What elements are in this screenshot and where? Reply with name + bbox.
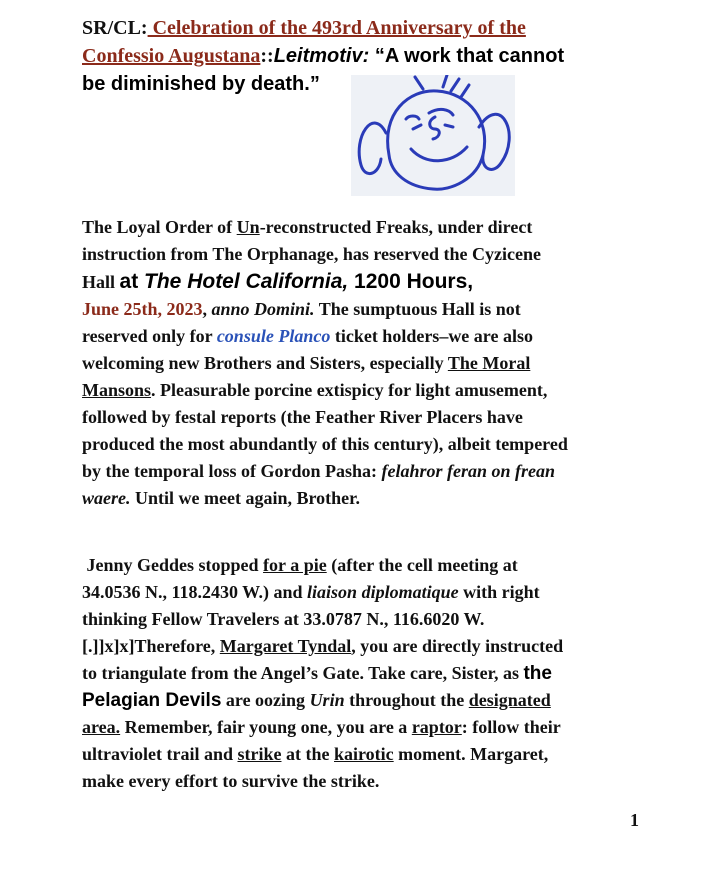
para1-text: welcoming new Brothers and Sisters, especially bbox=[82, 353, 448, 373]
para2-text: are oozing bbox=[221, 690, 310, 710]
paragraph-2 bbox=[82, 552, 642, 795]
para2-text-underlined: raptor bbox=[411, 717, 462, 737]
para2-line bbox=[82, 579, 642, 606]
event-date: June 25th, 2023 bbox=[82, 299, 203, 319]
hotel-name: The Hotel California, bbox=[144, 270, 349, 293]
para2-text: thinking Fellow Travelers at 33.0787 N., 116.6020 W. bbox=[82, 609, 485, 629]
para2-text: (after the cell meeting at bbox=[326, 555, 518, 575]
para2-text-underlined: kairotic bbox=[334, 744, 394, 764]
para1-line bbox=[82, 350, 642, 377]
para1-text: The sumptuous Hall is not bbox=[314, 299, 521, 319]
para1-text-latin: anno Domini. bbox=[211, 299, 315, 319]
para2-text: ultraviolet trail and bbox=[82, 744, 238, 764]
para1-text: , bbox=[202, 299, 212, 319]
header-title-part1: Celebration of the 493rd Anniversary of the bbox=[147, 17, 526, 39]
para2-line bbox=[82, 552, 642, 579]
para2-text-italic: liaison diplomatique bbox=[307, 582, 459, 602]
para1-line bbox=[82, 458, 642, 485]
header-title-part2: Confessio Augustana bbox=[82, 45, 261, 67]
consule-planco-text: consule Planco bbox=[216, 326, 331, 346]
para1-text: reserved only for bbox=[82, 326, 217, 346]
para2-text: Remember, fair young one, you are a bbox=[120, 717, 412, 737]
event-time: 1200 Hours, bbox=[348, 270, 474, 293]
para1-text: instruction from The Orphanage, has reserved the Cyzicene bbox=[82, 244, 541, 264]
para1-line bbox=[82, 214, 642, 241]
para2-text-sans: the bbox=[523, 663, 552, 684]
para2-text-italic: Urin bbox=[309, 690, 345, 710]
page-number: 1 bbox=[630, 810, 639, 830]
para2-line bbox=[82, 606, 642, 633]
leitmotiv-label: Leitmotiv: bbox=[273, 45, 370, 67]
para1-text: The Loyal Order of bbox=[82, 217, 237, 237]
header-prefix: SR/CL: bbox=[82, 17, 148, 39]
moral-mansons-text: The Moral bbox=[447, 353, 531, 373]
para1-text: followed by festal reports (the Feather River Placers have bbox=[82, 407, 523, 427]
para2-line bbox=[82, 687, 642, 714]
para1-line bbox=[82, 296, 642, 323]
para2-line bbox=[82, 741, 642, 768]
para2-text: make every effort to survive the strike. bbox=[82, 771, 380, 791]
para2-text: throughout the bbox=[344, 690, 469, 710]
para2-text: [.]]x]x]Therefore, bbox=[82, 636, 220, 656]
para2-line bbox=[82, 633, 642, 660]
para1-text: Hall bbox=[82, 272, 120, 292]
para1-text: -reconstructed Freaks, under direct bbox=[259, 217, 533, 237]
para1-text: by the temporal loss of Gordon Pasha: bbox=[82, 461, 382, 481]
para2-text: with right bbox=[458, 582, 540, 602]
para2-line bbox=[82, 768, 642, 795]
para2-text: : follow their bbox=[461, 717, 561, 737]
para1-line bbox=[82, 268, 642, 296]
leitmotiv-quote-part1: “A work that cannot bbox=[369, 45, 565, 67]
leitmotiv-quote-part2: be diminished by death.” bbox=[82, 73, 320, 95]
pelagian-devils-text: Pelagian Devils bbox=[82, 690, 222, 711]
para1-text: at bbox=[119, 270, 145, 293]
para1-text: ticket holders–we are also bbox=[330, 326, 533, 346]
para1-text: . Pleasurable porcine extispicy for light amusement, bbox=[151, 380, 548, 400]
para2-text: 34.0536 N., 118.2430 W.) and bbox=[82, 582, 308, 602]
para1-line bbox=[82, 241, 642, 268]
old-english-text: waere. bbox=[82, 488, 131, 508]
para2-text: , you are directly instructed bbox=[351, 636, 564, 656]
para2-text: moment. Margaret, bbox=[393, 744, 549, 764]
para2-text: to triangulate from the Angel’s Gate. Take care, Sister, as bbox=[82, 663, 524, 683]
margaret-tyndal-text: Margaret Tyndal bbox=[219, 636, 352, 656]
para1-line bbox=[82, 323, 642, 350]
para2-text: Jenny Geddes stopped bbox=[82, 555, 264, 575]
para2-text: at the bbox=[281, 744, 334, 764]
moral-mansons-text: Mansons bbox=[82, 380, 152, 400]
header-separator: :: bbox=[260, 45, 274, 67]
para1-line bbox=[82, 404, 642, 431]
para2-line bbox=[82, 660, 642, 687]
para2-text-underlined: strike bbox=[237, 744, 282, 764]
smiley-face-svg bbox=[351, 75, 515, 196]
header-line-1 bbox=[82, 14, 652, 42]
para1-text: produced the most abundantly of this century), albeit tempered bbox=[82, 434, 568, 454]
smiley-face-sketch-icon bbox=[351, 75, 515, 196]
para1-text: Until we meet again, Brother. bbox=[130, 488, 360, 508]
para1-text-un: Un bbox=[236, 217, 260, 237]
para1-line bbox=[82, 377, 642, 404]
para2-text-underlined: for a pie bbox=[263, 555, 327, 575]
old-english-text: felahror feran on frean bbox=[381, 461, 556, 481]
para2-text-underlined: area. bbox=[82, 717, 121, 737]
para1-line bbox=[82, 485, 642, 512]
paragraph-1 bbox=[82, 214, 642, 512]
header-line-2 bbox=[82, 42, 652, 70]
para2-text-underlined: designated bbox=[468, 690, 551, 710]
para2-line bbox=[82, 714, 642, 741]
para1-line bbox=[82, 431, 642, 458]
